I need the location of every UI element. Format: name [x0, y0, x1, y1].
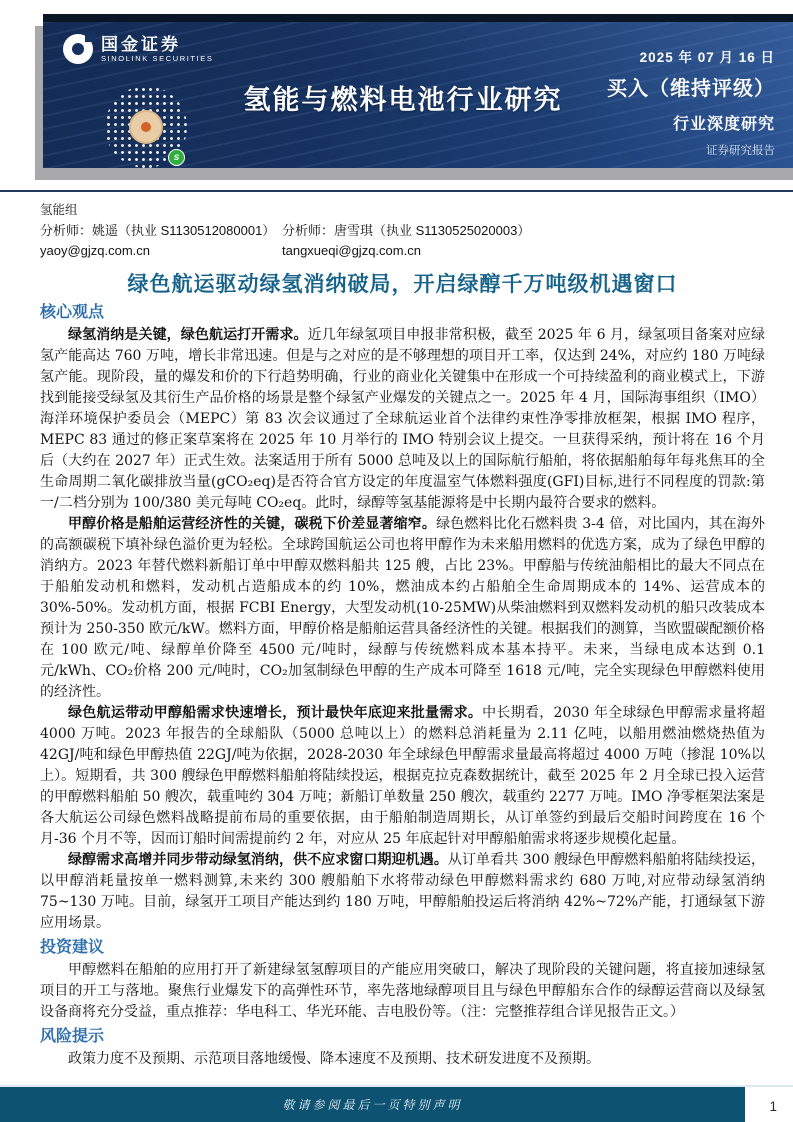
section-heading-risk-warning: 风险提示	[40, 1028, 105, 1045]
content-inner	[0, 192, 793, 1070]
paragraph-lead: 绿氢消纳是关键，绿色航运打开需求。	[68, 327, 308, 343]
page-title: 绿色航运驱动绿氢消纳破局，开启绿醇千万吨级机遇窗口	[127, 273, 678, 296]
qr-code	[105, 86, 187, 168]
wechat-icon: s	[168, 149, 185, 166]
paragraph-text: 从订单看共 300 艘绿色甲醇燃料船舶将陆续投运，以甲醇消耗量按单一燃料测算,未来约 300 艘船舶下水将带动绿色甲醇燃料需求约 680 万吨,对应带动绿氢消纳 75~130 万吨。目前，绿氢开工项目产能达到约 180 万吨，甲醇船舶投运后将消纳 42%~72%产能，打通绿氢下游应用场景。	[40, 852, 766, 931]
content-area	[0, 190, 793, 1070]
header-top-strip	[43, 14, 793, 22]
brand-name-en: SINOLINK SECURITIES	[101, 53, 214, 63]
page-number: 1	[769, 1099, 777, 1114]
analyst-email: tangxueqi@gjzq.com.cn	[282, 243, 421, 258]
paragraph-text: 绿色燃料比化石燃料贵 3-4 倍，对比国内，其在海外的高额碳税下填补绿色溢价更为轻松。全球跨国航运公司也将甲醇作为未来船用燃料的优选方案，成为了绿色甲醇的消纳方。2023 年替代燃料新船订单中甲醇双燃料船共 125 艘，占比 23%。甲醇船与传统油船相比的最大不同点在于船舶发动机和燃料，发动机占造船成本的约 10%，燃油成本约占船舶全生命周期成本的 14%、运营成本的 30%-50%。发动机方面，根据 FCBI Energy，大型发动机(10-25MW)从柴油燃料到双燃料发动机的船只改装成本预计为 250-350 欧元/kW。燃料方面，甲醇价格是船舶运营具备经济性的关键。根据我们的测算，当欧盟碳配额价格在 100 欧元/吨、绿醇单价降至 4500 元/吨时，绿醇与传统燃料成本基本持平。未来，当绿电成本达到 0.1 元/kWh、CO₂价格 200 元/吨时，CO₂加氢制绿色甲醇的生产成本可降至 1618 元/吨，完全实现绿色甲醇燃料使用的经济性。	[40, 516, 765, 700]
analyst-name-line: 分析师：姚遥（执业 S1130512080001）	[40, 223, 276, 238]
analyst-card	[40, 221, 282, 261]
brand-name-cn: 国金证券	[101, 34, 181, 54]
section-heading-investment-advice: 投资建议	[40, 939, 105, 956]
advice-paragraph: 甲醇燃料在船舶的应用打开了新建绿氢氢醇项目的产能应用突破口，解决了现阶段的关键问题，将直接加速绿氢项目的开工与落地。聚焦行业爆发下的高弹性环节，率先落地绿醇项目且与绿色甲醇船东合作的绿醇运营商以及绿氢设备商将充分受益，重点推荐：华电科工、华光环能、吉电股份等。（注：完整推荐组合详见报告正文。）	[40, 962, 765, 1020]
paragraph-lead: 绿醇需求高增并同步带动绿氢消纳，供不应求窗口期迎机遇。	[68, 852, 448, 868]
sinolink-logo-icon	[63, 34, 93, 64]
header-banner-body	[43, 22, 793, 168]
analyst-email: yaoy@gjzq.com.cn	[40, 243, 151, 258]
section-heading-core-views: 核心观点	[40, 304, 105, 321]
analyst-group-label: 氢能组	[40, 203, 78, 217]
header-banner	[43, 14, 793, 168]
report-date: 2025 年 07 月 16 日	[639, 50, 775, 65]
banner-title: 氢能与燃料电池行业研究	[243, 85, 563, 115]
rating-label: 买入（维持评级）	[607, 78, 775, 100]
qr-center-badge-icon	[129, 110, 163, 144]
analyst-name-line: 分析师：唐雪琪（执业 S1130525020003）	[282, 223, 531, 238]
core-paragraph	[40, 514, 765, 703]
analyst-card	[282, 221, 530, 261]
rating-block	[607, 72, 775, 158]
risk-paragraph: 政策力度不及预期、示范项目落地缓慢、降本速度不及预期、技术研发进度不及预期。	[68, 1051, 600, 1067]
core-paragraph	[40, 850, 765, 934]
paragraph-text: 近几年绿氢项目申报非常积极，截至 2025 年 6 月，绿氢项目备案对应绿氢产能高达 760 万吨，增长非常迅速。但是与之对应的是不够理想的项目开工率，仅达到 24%，对应约 180 万吨绿氢产能。现阶段，量的爆发和价的下行趋势明确，行业的商业化关键集中在形成一个可持续盈利的商业模式上，下游找到能接受绿氢及其衍生产品价格的场景是整个绿氢产业爆发的关键点之一。2025 年 4 月，国际海事组织（IMO）海洋环境保护委员会（MEPC）第 83 次会议通过了全球航运业首个法律约束性净零排放框架，根据 IMO 程序，MEPC 83 通过的修正案草案将在 2025 年 10 月举行的 IMO 特别会议上提交。一旦获得采纳，预计将在 16 个月后（大约在 2027 年）正式生效。法案适用于所有 5000 总吨及以上的国际航行船舶，将依据船舶每年每兆焦耳的全生命周期二氧化碳排放当量(gCO₂eq)是否符合官方设定的年度温室气体燃料强度(GFI)目标,进行不同程度的罚款:第一/二档分别为 100/380 美元每吨 CO₂eq。此时，绿醇等氢基能源将是中长期内最符合要求的燃料。	[40, 327, 765, 511]
report-category-label: 证券研究报告	[706, 145, 775, 157]
qr-center-dot-icon	[141, 122, 151, 132]
core-paragraph	[40, 325, 765, 514]
analyst-list	[40, 221, 765, 261]
core-paragraph	[40, 703, 765, 850]
brand-logo	[63, 34, 214, 64]
footer-band	[0, 1087, 745, 1122]
footer-disclaimer: 敬请参阅最后一页特别声明	[282, 1098, 463, 1112]
brand-text	[101, 35, 214, 64]
paragraph-lead: 甲醇价格是船舶运营经济性的关键，碳税下价差显著缩窄。	[68, 516, 437, 532]
report-type-label: 行业深度研究	[672, 116, 775, 133]
paragraph-text: 中长期看，2030 年全球绿色甲醇需求量将超 4000 万吨。2023 年报告的全球船队（5000 总吨以上）的燃料总消耗量为 2.11 亿吨，以船用燃油燃烧热值为 42GJ/吨和绿色甲醇热值 22GJ/吨为依据，2028-2030 年全球绿色甲醇需求量最高将超过 4000 万吨（掺混 10%以上）。短期看，共 300 艘绿色甲醇燃料船舶将陆续投运，根据克拉克森数据统计，截至 2025 年 2 月全球已投入运营的甲醇燃料船舶 50 艘次，载重吨约 304 万吨；新船订单数量 250 艘次，载重约 2277 万吨。IMO 净零框架法案是各大航运公司绿色燃料战略提前布局的重要依据，由于船舶制造周期长，从订单签约到最后交船时间跨度在 16 个月-36 个月不等，因而订船时间需提前约 2 年，对应从 25 年底起针对甲醇船舶需求将逐步规模化起量。	[40, 705, 766, 847]
paragraph-lead: 绿色航运带动甲醇船需求快速增长，预计最快年底迎来批量需求。	[68, 705, 483, 721]
